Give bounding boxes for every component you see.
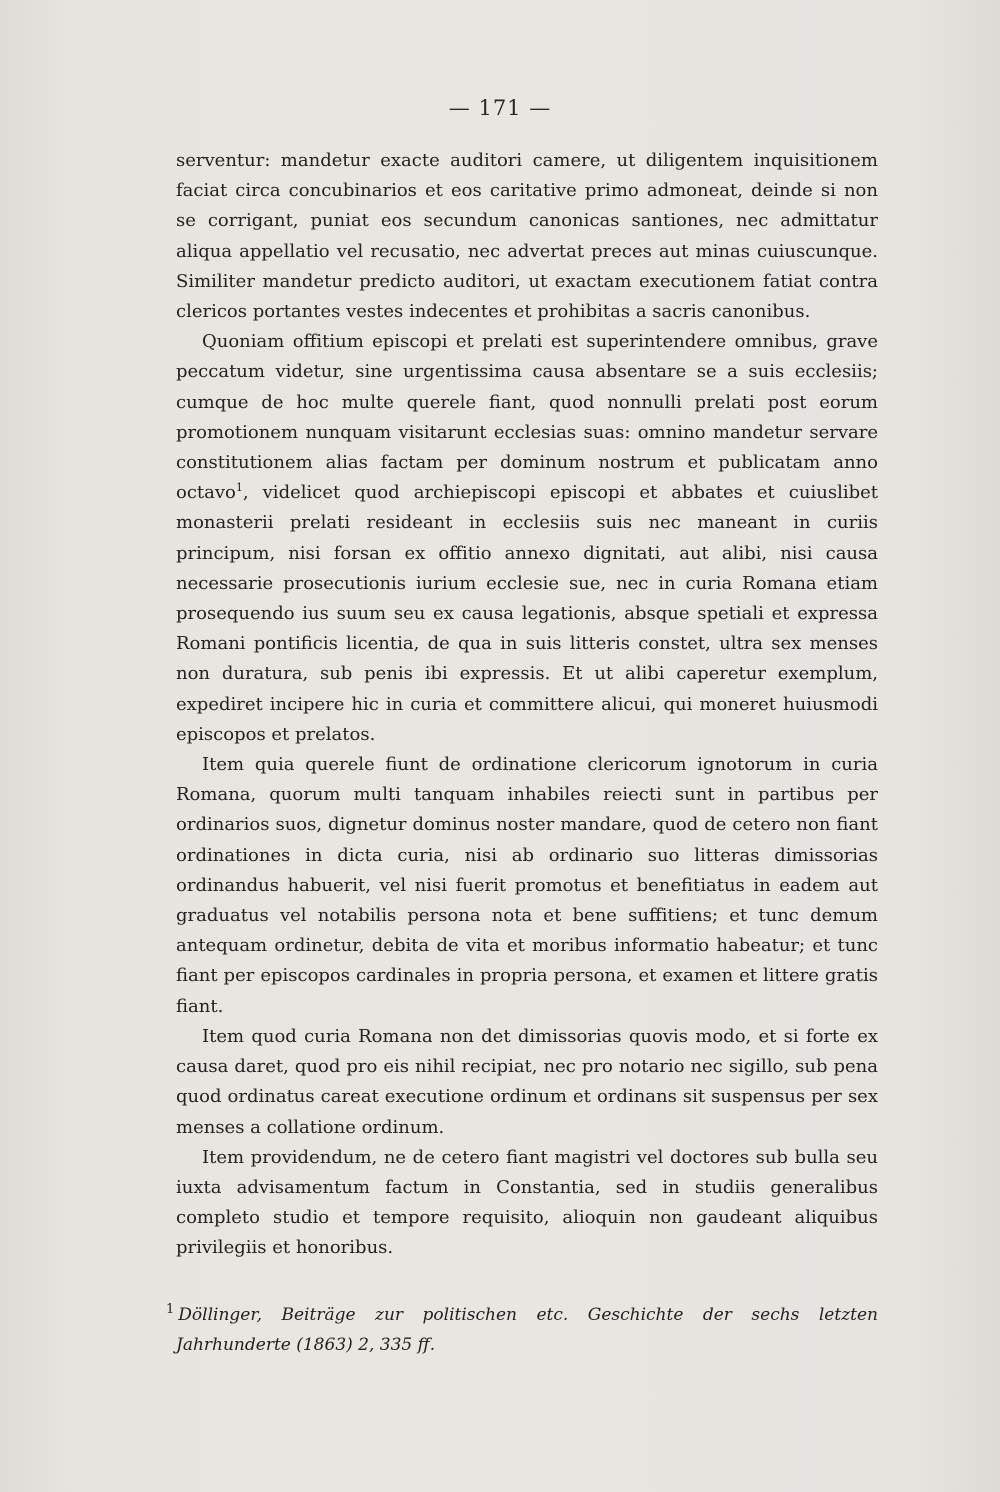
paragraph-2	[176, 327, 878, 750]
paragraph-1: serventur: mandetur exacte auditori camere, ut diligentem inquisitionem faciat circa concubinarios et eos caritative primo admoneat, deinde si non se corrigant, puniat eos secundum canonicas santiones, nec admittatur aliqua appellatio vel recusatio, nec advertat preces aut minas cuiuscunque. Similiter mandetur predicto auditori, ut exactam executionem fatiat contra clericos portantes vestes indecentes et prohibitas a sacris canonibus.	[176, 150, 878, 323]
footnote-text: Döllinger, Beiträge zur politischen etc. Geschichte der sechs letzten Jahrhunderte (1863) 2, 335 ff.	[176, 1305, 878, 1355]
page-number: — 171 —	[448, 96, 552, 120]
paragraph-3: Item quia querele fiunt de ordinatione clericorum ignotorum in curia Romana, quorum multi tanquam inhabiles reiecti sunt in partibus per ordinarios suos, dignetur dominus noster mandare, quod de cetero non fiant ordinationes in dicta curia, nisi ab ordinario suo litteras dimissorias ordinandus habuerit, vel nisi fuerit promotus et benefitiatus in eadem aut graduatus vel notabilis persona nota et bene suffitiens; et tunc demum antequam ordinetur, debita de vita et moribus informatio habeatur; et tunc fiant per episcopos cardinales in propria persona, et examen et littere gratis fiant.	[176, 754, 878, 1017]
paragraph-2-text-before: Quoniam offitium episcopi et prelati est superintendere omnibus, grave peccatum videtur, sine urgentissima causa absentare se a suis ecclesiis; cumque de hoc multe querele fiant, quod nonnulli prelati post eorum promotionem nunquam visitarunt ecclesias suas: omnino mandetur servare constitutionem alias factam per dominum nostrum et publicatam anno octavo	[176, 331, 878, 504]
paragraph-5: Item providendum, ne de cetero fiant magistri vel doctores sub bulla seu iuxta advisamentum factum in Constantia, sed in studiis generalibus completo studio et tempore requisito, alioquin non gaudeant aliquibus privilegiis et honoribus.	[176, 1146, 878, 1259]
paragraph-2-text-after: , videlicet quod archiepiscopi episcopi et abbates et cuiuslibet monasterii prelati resideant in ecclesiis suis nec maneant in curiis principum, nisi forsan ex offitio annexo dignitati, aut alibi, nisi causa necessarie prosecutionis iurium ecclesie sue, nec in curia Romana etiam prosequendo ius suum seu ex causa legationis, absque spetiali et expressa Romani pontificis licentia, de qua in suis litteris constet, ultra sex menses non duratura, sub penis ibi expressis. Et ut alibi caperetur exemplum, expediret incipere hic in curia et committere alicui, qui moneret huiusmodi episcopos et prelatos.	[176, 482, 878, 745]
footnote	[166, 1300, 878, 1360]
footnote-reference: 1	[235, 481, 243, 495]
main-text	[176, 146, 878, 1264]
paragraph-4: Item quod curia Romana non det dimissorias quovis modo, et si forte ex causa daret, quod pro eis nihil recipiat, nec pro notario nec sigillo, sub pena quod ordinatus careat executione ordinum et ordinans sit suspensus per sex menses a collatione ordinum.	[176, 1025, 878, 1138]
footnote-mark: 1	[166, 1302, 175, 1318]
